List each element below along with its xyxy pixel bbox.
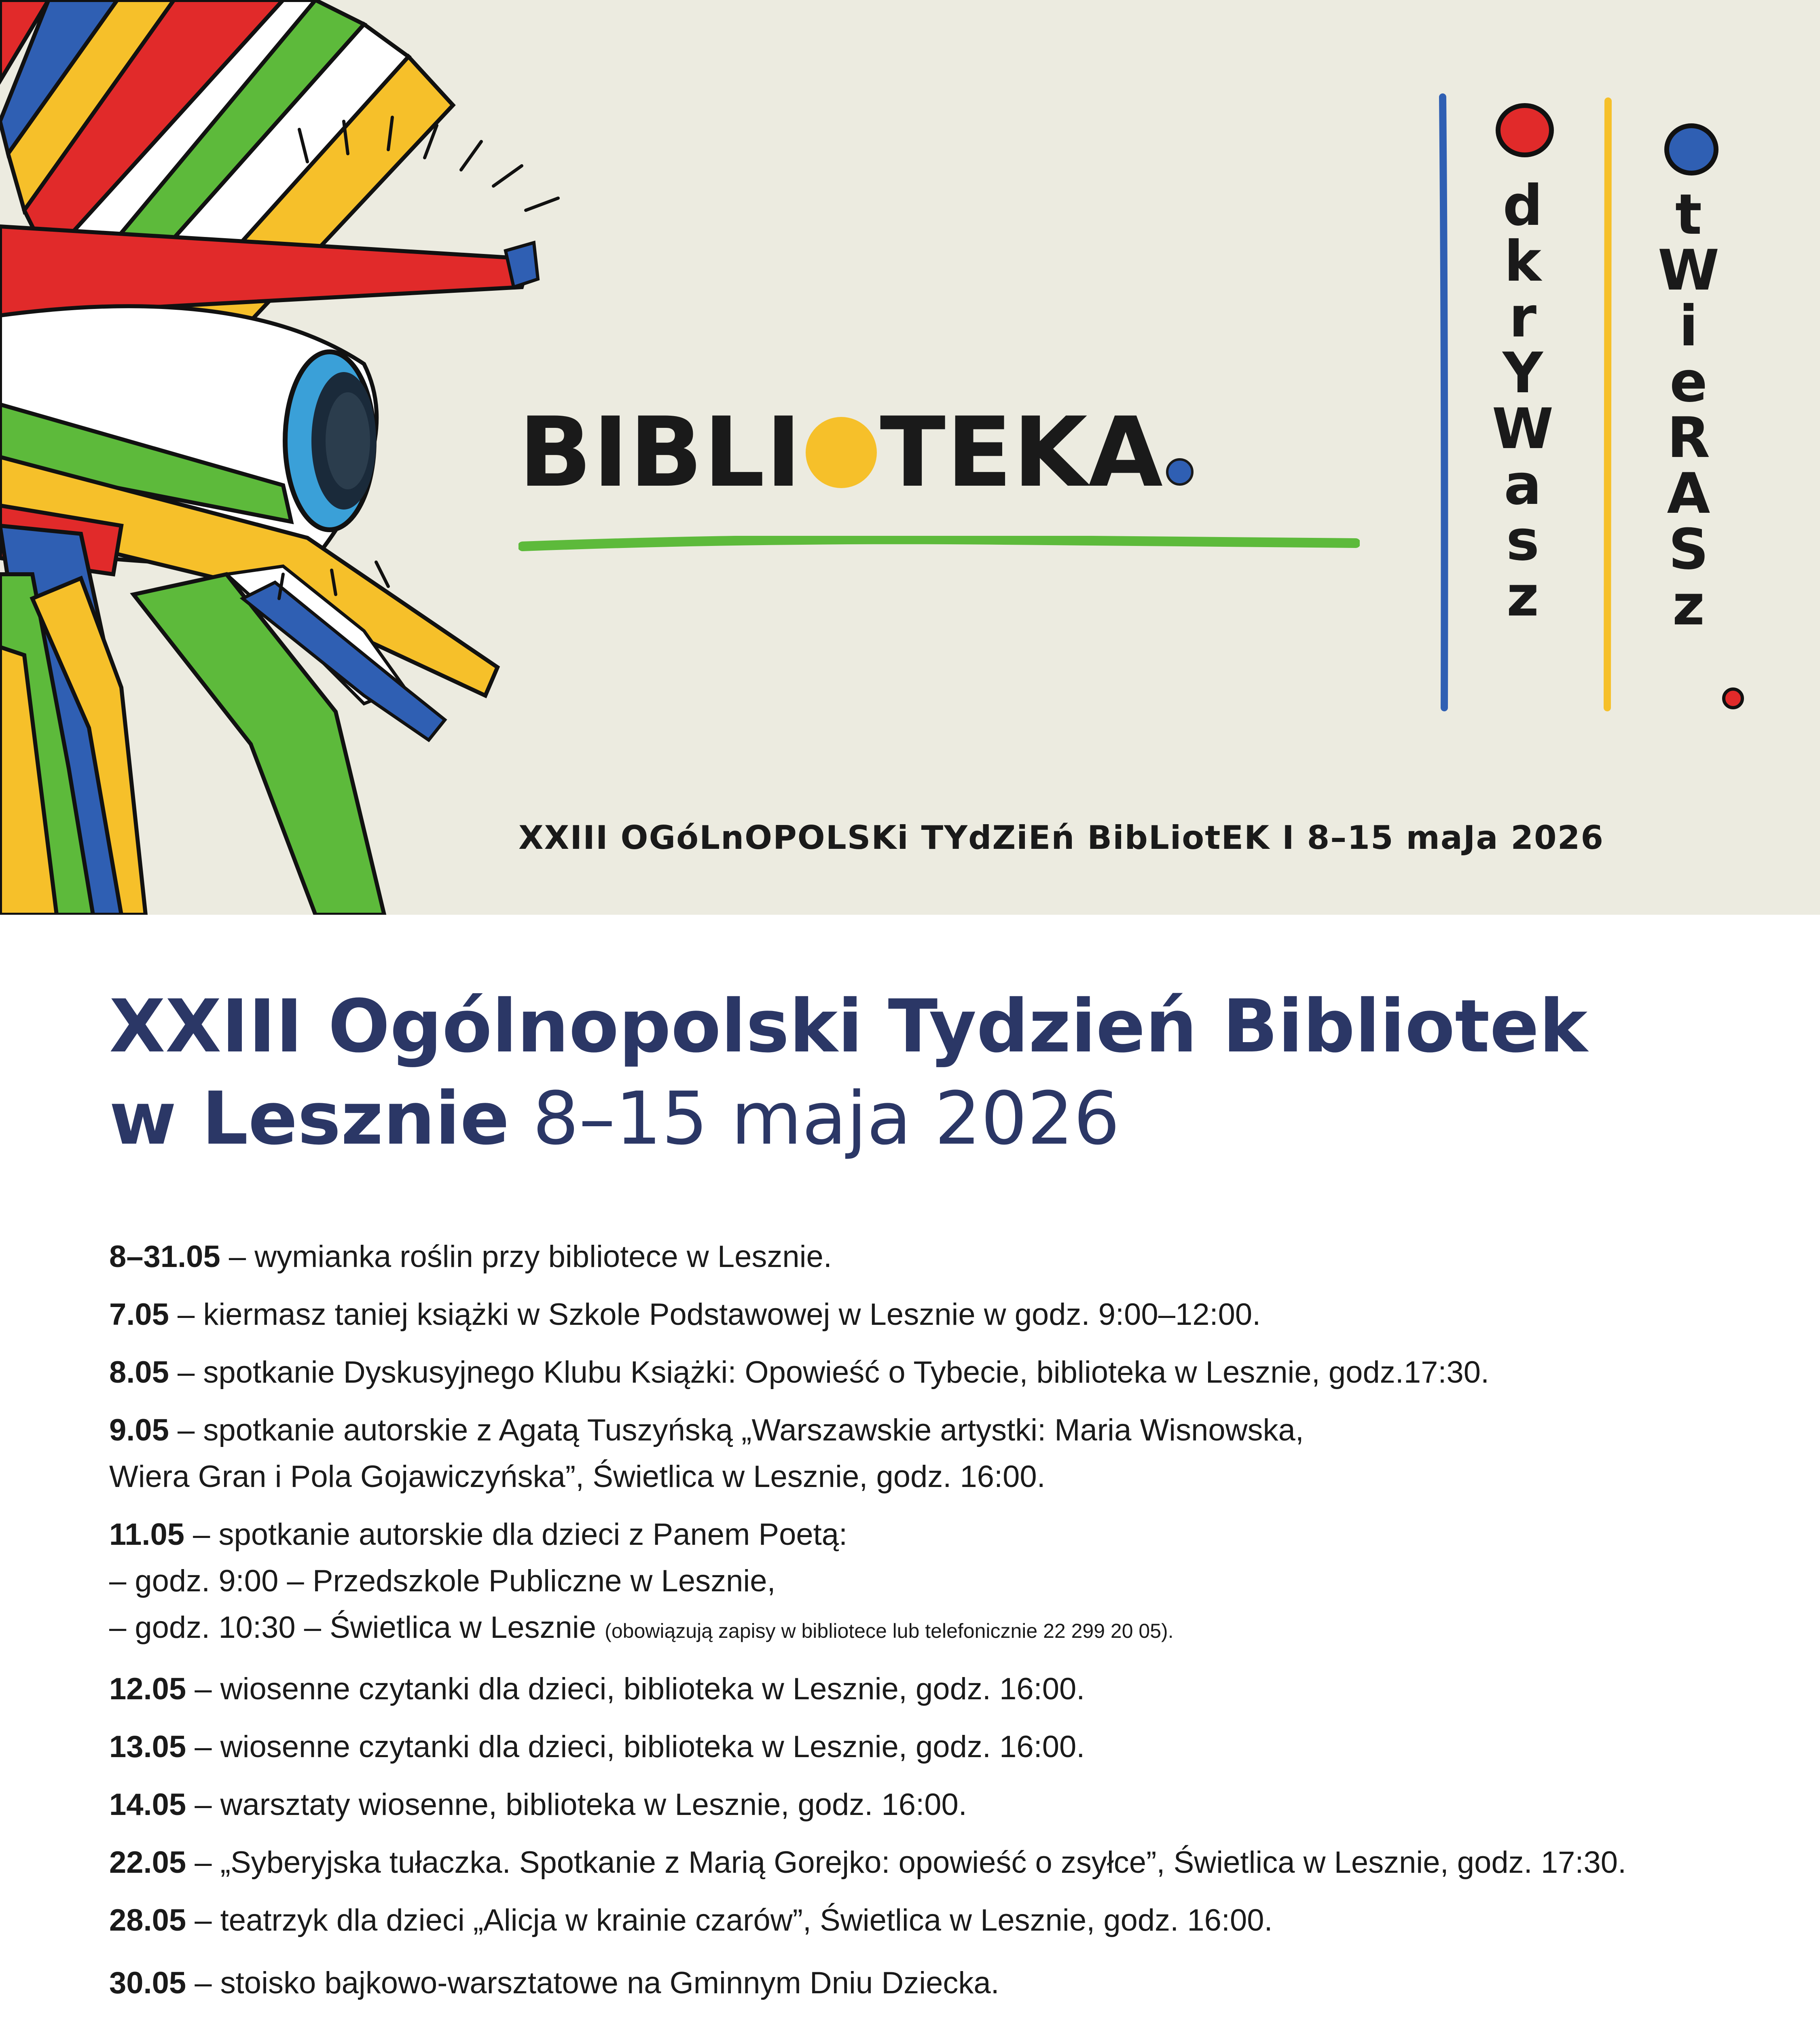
event-text: – spotkanie Dyskusyjnego Klubu Książki: Opowieść o Tybecie, biblioteka w Lesznie, godz.17:30. — [169, 1355, 1490, 1390]
event-date: 11.05 — [109, 1517, 184, 1552]
logo-text-left: BIBLI — [518, 397, 802, 509]
event-date: 9.05 — [109, 1413, 169, 1447]
eye-and-book-pages-illustration — [0, 0, 590, 915]
vertical-word-otwierasz — [1657, 182, 1720, 638]
event-item — [109, 1511, 1767, 1654]
logo-blue-dot — [1166, 458, 1194, 486]
event-item — [109, 1233, 1767, 1280]
event-date: 14.05 — [109, 1787, 186, 1822]
event-note: (obowiązują zapisy w bibliotece lub telefonicznie 22 299 20 05). — [605, 1620, 1174, 1642]
event-date: 8.05 — [109, 1355, 169, 1390]
red-dot-o — [1496, 103, 1554, 157]
event-text: – „Syberyjska tułaczka. Spotkanie z Marią Gorejko: opowieść o zsyłce”, Świetlica w Lesznie, godz. 17:30. — [186, 1845, 1627, 1880]
event-item — [109, 1291, 1767, 1338]
event-text-continued: Wiera Gran i Pola Gojawiczyńska”, Świetlica w Lesznie, godz. 16:00. — [109, 1459, 1045, 1494]
event-date: 13.05 — [109, 1730, 186, 1764]
event-item — [109, 1781, 1767, 1828]
event-text: – wiosenne czytanki dla dzieci, biblioteka w Lesznie, godz. 16:00. — [186, 1730, 1085, 1764]
event-subitem: – godz. 9:00 – Przedszkole Publiczne w Lesznie, — [109, 1564, 776, 1598]
blue-dot-o — [1664, 123, 1718, 176]
vertical-letter: a — [1504, 452, 1542, 517]
vertical-letter: t — [1675, 182, 1702, 247]
event-date: 12.05 — [109, 1672, 186, 1706]
event-date: 8–31.05 — [109, 1239, 220, 1274]
event-item — [109, 1666, 1767, 1712]
vertical-letter: k — [1504, 229, 1541, 294]
event-text: – spotkanie autorskie z Agatą Tuszyńską „Warszawskie artystki: Maria Wisnowska, — [169, 1413, 1304, 1447]
event-subitem: – godz. 10:30 – Świetlica w Lesznie — [109, 1610, 605, 1645]
event-text: – wiosenne czytanki dla dzieci, biblioteka w Lesznie, godz. 16:00. — [186, 1672, 1085, 1706]
event-item — [109, 1897, 1767, 1944]
vertical-letter: s — [1506, 508, 1540, 573]
event-text: – stoisko bajkowo-warsztatowe na Gminnym Dniu Dziecka. — [186, 1966, 999, 2000]
vertical-letter: W — [1657, 238, 1720, 303]
logo-wordmark — [518, 392, 1194, 514]
page-title — [109, 981, 1727, 1165]
vertical-letter: i — [1679, 294, 1698, 359]
logo-yellow-o — [806, 417, 877, 488]
logo-text-right: TEKA — [880, 397, 1164, 509]
vertical-letter: Y — [1503, 341, 1543, 406]
red-end-dot — [1722, 687, 1744, 709]
title-line-2 — [109, 1073, 1727, 1165]
event-item — [109, 1724, 1767, 1770]
yellow-vertical-line — [1602, 97, 1614, 712]
event-date: 30.05 — [109, 1966, 186, 2000]
event-text: – warsztaty wiosenne, biblioteka w Lesznie, godz. 16:00. — [186, 1787, 967, 1822]
event-item — [109, 1407, 1767, 1500]
event-item — [109, 1960, 1767, 2006]
vertical-word-odkrywasz — [1492, 173, 1554, 629]
event-text: – wymianka roślin przy bibliotece w Lesznie. — [220, 1239, 832, 1274]
banner-subtitle: XXIII OGóLnOPOLSKi TYdZiEń BibLiotEK I 8–15 maJa 2026 — [518, 819, 1604, 857]
title-line-1: XXIII Ogólnopolski Tydzień Bibliotek — [109, 984, 1588, 1069]
biblioteka-logo — [518, 392, 1388, 562]
event-text: – teatrzyk dla dzieci „Alicja w krainie czarów”, Świetlica w Lesznie, godz. 16:00. — [186, 1903, 1273, 1937]
banner — [0, 0, 1820, 915]
vertical-letter: R — [1667, 405, 1710, 470]
event-text: – spotkanie autorskie dla dzieci z Panem Poetą: — [184, 1517, 848, 1552]
vertical-letter: e — [1670, 349, 1708, 415]
event-date: 7.05 — [109, 1297, 169, 1332]
vertical-letter: S — [1668, 517, 1709, 582]
vertical-letter: W — [1492, 396, 1554, 461]
event-list — [109, 1233, 1767, 2018]
vertical-letter: r — [1509, 285, 1537, 350]
event-item — [109, 1349, 1767, 1396]
event-date: 28.05 — [109, 1903, 186, 1937]
vertical-letter: d — [1503, 173, 1543, 238]
title-location: w Lesznie — [109, 1077, 510, 1161]
vertical-letter: z — [1506, 564, 1539, 629]
event-item — [109, 1839, 1767, 1886]
logo-green-underline — [518, 536, 1360, 552]
blue-vertical-line — [1438, 93, 1450, 712]
vertical-letter: A — [1667, 461, 1710, 526]
title-dates: 8–15 maja 2026 — [509, 1077, 1120, 1161]
event-date: 22.05 — [109, 1845, 186, 1880]
vertical-letter: z — [1672, 573, 1705, 638]
event-text: – kiermasz taniej książki w Szkole Podstawowej w Lesznie w godz. 9:00–12:00. — [169, 1297, 1261, 1332]
